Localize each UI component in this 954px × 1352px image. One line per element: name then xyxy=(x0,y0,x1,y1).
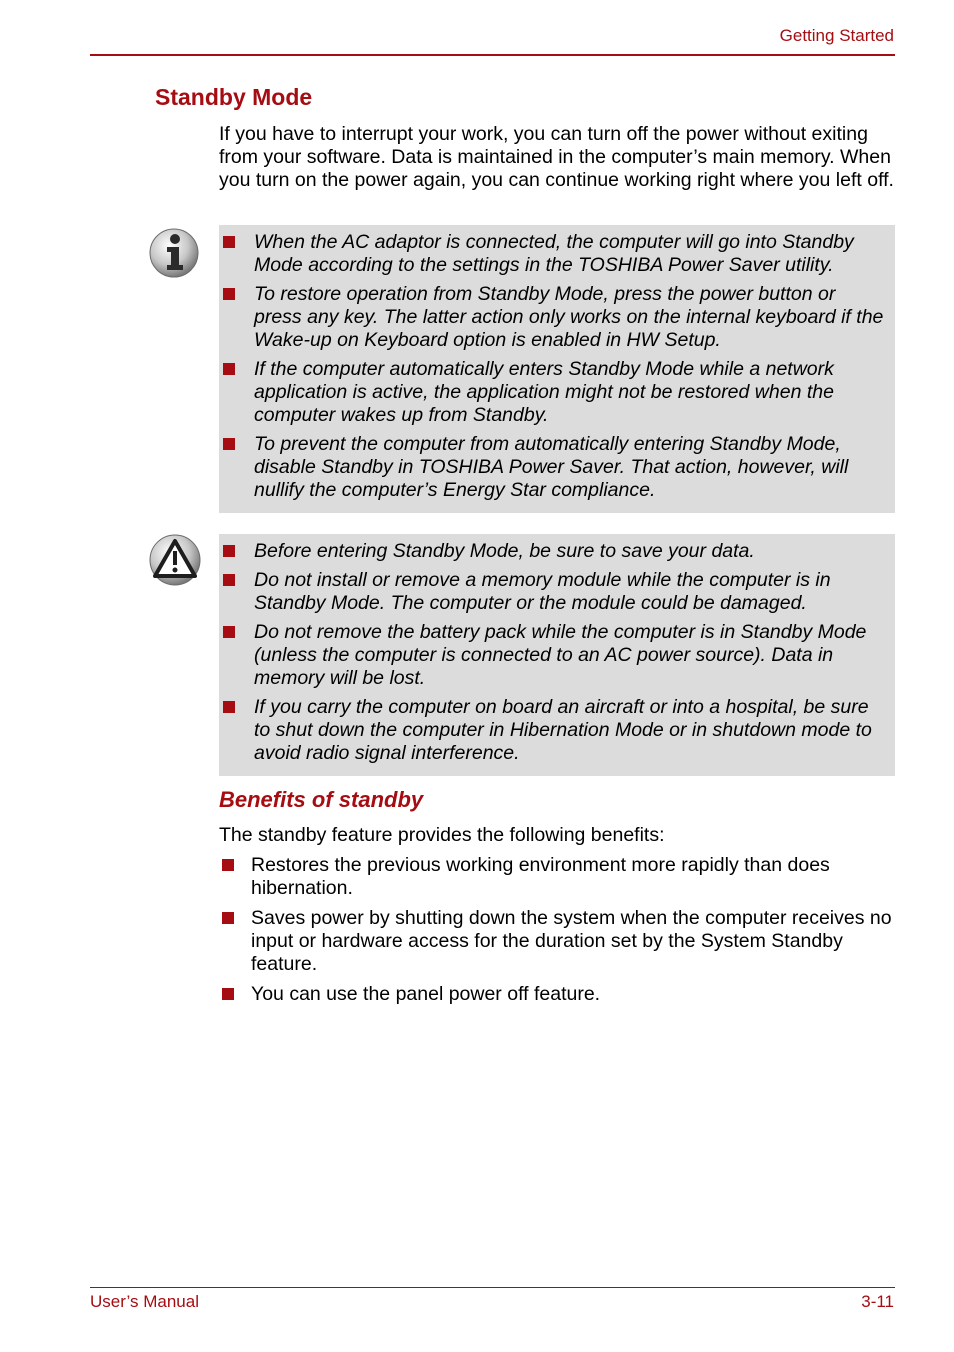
bullet-square-icon xyxy=(223,288,235,300)
benefits-intro: The standby feature provides the following benefits: xyxy=(219,824,665,846)
info-icon xyxy=(148,226,200,280)
note-item: Do not remove the battery pack while the computer is in Standby Mode (unless the computer is connected to an AC power source). Data in memory will be lost. xyxy=(219,621,887,690)
bullet-square-icon xyxy=(223,626,235,638)
bullet-square-icon xyxy=(223,701,235,713)
note-item: If you carry the computer on board an aircraft or into a hospital, be sure to shut down the computer in Hibernation Mode or in shutdown mode to avoid radio signal interference. xyxy=(219,696,887,765)
list-item: Saves power by shutting down the system when the computer receives no input or hardware access for the duration set by the System Standby feature. xyxy=(219,907,895,976)
section-title: Standby Mode xyxy=(155,84,313,110)
bullet-square-icon xyxy=(223,363,235,375)
list-item: You can use the panel power off feature. xyxy=(219,983,895,1006)
running-header: Getting Started xyxy=(779,26,894,45)
subsection-title: Benefits of standby xyxy=(219,787,424,812)
bullet-square-icon xyxy=(223,236,235,248)
info-note-box xyxy=(219,225,895,513)
bullet-square-icon xyxy=(223,545,235,557)
note-item: If the computer automatically enters Standby Mode while a network application is active, the application might not be restored when the computer wakes up from Standby. xyxy=(219,358,887,427)
page-number: 3-11 xyxy=(861,1292,894,1311)
bullet-square-icon xyxy=(222,912,234,924)
note-item: Do not install or remove a memory module while the computer is in Standby Mode. The computer or the module could be damaged. xyxy=(219,569,887,615)
list-item: Restores the previous working environment more rapidly than does hibernation. xyxy=(219,854,895,900)
benefits-list xyxy=(219,854,895,1013)
bullet-square-icon xyxy=(223,574,235,586)
header-rule xyxy=(90,54,895,56)
note-item: To restore operation from Standby Mode, press the power button or press any key. The latter action only works on the internal keyboard if the Wake-up on Keyboard option is enabled in HW Setup. xyxy=(219,283,887,352)
note-item: To prevent the computer from automatically entering Standby Mode, disable Standby in TOSHIBA Power Saver. That action, however, will nullify the computer’s Energy Star compliance. xyxy=(219,433,887,502)
intro-paragraph: If you have to interrupt your work, you can turn off the power without exiting from your software. Data is maintained in the computer’s main memory. When you turn on the power again, you can continue working right where you left off. xyxy=(219,123,894,191)
warning-icon xyxy=(148,533,202,587)
footer-manual-title: User’s Manual xyxy=(90,1292,199,1311)
footer-rule xyxy=(90,1287,895,1288)
bullet-square-icon xyxy=(223,438,235,450)
caution-note-box xyxy=(219,534,895,776)
note-item: Before entering Standby Mode, be sure to save your data. xyxy=(219,540,887,563)
note-item: When the AC adaptor is connected, the computer will go into Standby Mode according to the settings in the TOSHIBA Power Saver utility. xyxy=(219,231,887,277)
bullet-square-icon xyxy=(222,988,234,1000)
bullet-square-icon xyxy=(222,859,234,871)
